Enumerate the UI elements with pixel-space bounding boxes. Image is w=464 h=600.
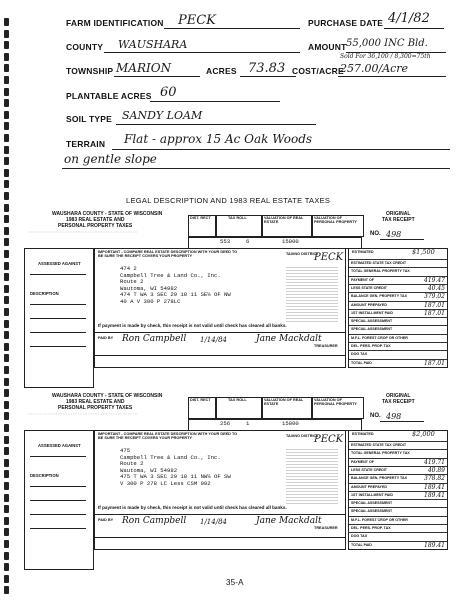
taxing-handwritten: PECK	[314, 252, 344, 263]
plantable-value: 60	[160, 85, 177, 100]
assessed-line-3	[30, 318, 86, 319]
punch-hole	[4, 88, 9, 96]
district-no: 256	[220, 420, 231, 427]
punch-hole	[4, 111, 9, 119]
punch-hole	[4, 146, 9, 154]
punch-hole	[4, 250, 9, 258]
township-line	[114, 76, 200, 77]
amount-row	[349, 359, 447, 369]
address-line: Wautoma, WI 54982	[120, 284, 178, 292]
soil-value: SANDY LOAM	[122, 109, 203, 122]
amount-label: TOTAL GENERAL PROPERTY TAX	[351, 269, 410, 274]
farm-id-value: PECK	[178, 13, 216, 28]
punch-hole	[4, 517, 9, 525]
district-col-label: DIST. RECT	[190, 398, 211, 402]
fine-print: : : : : : : : : : : : : : : : : : : : : : : : : : : : : : : : : : : : : : : : : : : : : : : : : : : : : : : : : : : : : : : : : : :	[28, 230, 138, 234]
amounts-column	[348, 430, 448, 550]
assessed-line-1	[30, 456, 86, 457]
treasurer-signature: Jane Mackdalt	[256, 334, 322, 344]
payment-note: If payment is made by check, this receipt is not valid until check has cleared all banks.	[98, 505, 287, 510]
date-paid: 1/14/84	[200, 336, 227, 344]
heading-line-2: 1983 REAL ESTATE AND	[66, 399, 125, 405]
township-value: MARION	[116, 61, 172, 75]
acres-line	[240, 76, 296, 77]
amount-label: ESTIMATED STATE TAX CREDIT	[351, 443, 407, 447]
punch-hole	[4, 227, 9, 235]
paid-stamp	[286, 266, 338, 322]
punch-hole	[4, 215, 9, 223]
assessed-line-5	[30, 528, 86, 529]
assessed-line-1	[30, 274, 86, 275]
amounts-column	[348, 248, 448, 368]
amount-value: 187.01	[424, 301, 445, 309]
purchase-date-value: 4/1/82	[388, 11, 430, 26]
receipt-no-line	[380, 239, 424, 240]
punch-hole	[4, 563, 9, 571]
important-note: IMPORTANT - COMPARE REAL ESTATE DESCRIPTION WITH YOUR DEED TO BE SURE THE RECEIPT COVERS YOUR PROPERTY	[98, 250, 238, 259]
amount-label: SPECIAL ASSESSMENT	[351, 509, 393, 514]
heading-line-3: PERSONAL PROPERTY TAXES	[58, 223, 133, 229]
punch-hole	[4, 586, 9, 594]
roll-col-label: TAX ROLL	[228, 216, 247, 220]
receipt-no: 498	[386, 230, 402, 239]
punch-hole	[4, 447, 9, 455]
address-line: Campbell Tree & Land Co., Inc.	[120, 453, 221, 461]
amount-value: 378.82	[424, 475, 445, 483]
purchase-date-label: PURCHASE DATE	[308, 18, 384, 28]
paid-by-signature: Ron Campbell	[122, 516, 187, 526]
address-line: Wautoma, WI 54982	[120, 466, 178, 474]
amount-label: DOG TAX	[351, 352, 368, 357]
amount-value: 40.45	[427, 284, 445, 292]
paid-stamp	[286, 448, 338, 504]
treasurer-signature: Jane Mackdalt	[256, 516, 322, 526]
district-no: 553	[220, 238, 231, 245]
estimated-label: ESTIMATED	[352, 432, 374, 436]
plantable-line	[150, 101, 280, 102]
punch-hole	[4, 378, 9, 386]
valuation-re-value: 15800	[282, 420, 299, 427]
valuation-pp-label: VALUATION OF PERSONAL PROPERTY	[314, 398, 357, 407]
punch-hole	[4, 366, 9, 374]
address-line: 475 T WA 3 SEC 29 18 11 NW¼ OF SW	[120, 473, 231, 481]
amount-value: 40.89	[427, 466, 445, 474]
amount-label: DEL. PERS. PROP. TAX	[351, 344, 391, 348]
paid-by-label: PAID BY	[98, 518, 114, 522]
punch-hole	[4, 76, 9, 84]
county-label: COUNTY	[66, 42, 104, 52]
cost-acre-label: COST/ACRE	[292, 66, 344, 76]
original-label: ORIGINAL	[386, 211, 411, 217]
estimated-value: $2,000	[412, 430, 435, 438]
punch-hole	[4, 99, 9, 107]
paid-by-label: PAID BY	[98, 336, 114, 340]
page-number: 35-A	[226, 578, 244, 587]
farm-id-line	[164, 28, 300, 29]
amount-value: 189.41	[424, 491, 445, 499]
punch-hole	[4, 505, 9, 513]
amount-row	[349, 541, 447, 551]
amount-label: BALANCE GEN. PROPERTY TAX	[351, 476, 407, 481]
amount-value: 379.02	[424, 293, 445, 301]
punch-hole	[4, 296, 9, 304]
terrain-line-2	[62, 168, 450, 169]
paid-by-signature: Ron Campbell	[122, 334, 187, 344]
amount-label: AMOUNT PREPAYED	[351, 302, 387, 307]
punch-hole	[4, 540, 9, 548]
assessed-line-4	[30, 514, 86, 515]
roll-col-label: TAX ROLL	[228, 398, 247, 402]
county-heading: WAUSHARA COUNTY - STATE OF WISCONSIN	[52, 393, 163, 399]
terrain-label: TERRAIN	[66, 139, 106, 149]
amount-label: 1ST INSTALLMENT PAID	[351, 492, 393, 497]
district-col-label: DIST. RECT	[190, 216, 211, 220]
amount-label: PAYMENT OF	[351, 459, 374, 464]
roll-no: 1	[246, 420, 250, 427]
tax-receipt-label: TAX RECEIPT	[382, 217, 415, 223]
punch-hole	[4, 424, 9, 432]
heading-line-2: 1983 REAL ESTATE AND	[66, 217, 125, 223]
address-line: Campbell Tree & Land Co., Inc.	[120, 271, 221, 279]
address-line: 40 A V 300 P 278LC	[120, 297, 181, 305]
amount-label: AMOUNT	[308, 42, 347, 52]
cost-acre-line	[338, 76, 446, 77]
assessed-label: ASSESSED AGAINST	[38, 261, 81, 266]
amount-value: 187.01	[424, 359, 445, 367]
amount-value: 187.01	[424, 309, 445, 317]
terrain-value-2: on gentle slope	[64, 152, 157, 166]
address-line: Route 2	[120, 278, 144, 286]
receipt-no-label: NO.	[370, 413, 381, 419]
address-block	[120, 266, 231, 306]
terrain-line	[112, 149, 450, 150]
fine-print: : : : : : : : : : : : : : : : : : : : : : : : : : : : : : : : : : : : : : : : : : : : : : : : : : : : : : : : : : : : : : : : : : :	[28, 412, 138, 416]
punch-hole	[4, 18, 9, 26]
amount-note: Sold For 36,100 / 8,300=75th	[340, 53, 431, 60]
punch-hole	[4, 459, 9, 467]
punch-hole	[4, 343, 9, 351]
punch-hole	[4, 169, 9, 177]
purchase-date-line	[384, 28, 444, 29]
amount-label: LESS STATE CREDIT	[351, 285, 388, 290]
estimated-label: ESTIMATED	[352, 250, 374, 254]
punch-hole	[4, 575, 9, 583]
amount-label: SPECIAL ASSESSMENT	[351, 327, 393, 332]
punch-hole	[4, 320, 9, 328]
amount-label: DOG TAX	[351, 534, 368, 539]
punch-hole	[4, 53, 9, 61]
punch-hole	[4, 401, 9, 409]
assessed-line-2	[30, 304, 86, 305]
county-heading: WAUSHARA COUNTY - STATE OF WISCONSIN	[52, 211, 163, 217]
punch-hole	[4, 238, 9, 246]
punch-hole	[4, 122, 9, 130]
punch-hole	[4, 482, 9, 490]
county-line	[104, 52, 300, 53]
punch-hole	[4, 180, 9, 188]
address-block	[120, 448, 231, 488]
punch-hole	[4, 204, 9, 212]
valuation-pp-label: VALUATION OF PERSONAL PROPERTY	[314, 216, 357, 225]
amount-value: 55,000 INC Bld.	[346, 38, 428, 49]
tax-receipt	[24, 394, 448, 572]
farm-id-label: FARM IDENTIFICATION	[66, 18, 164, 28]
amount-label: BALANCE GEN. PROPERTY TAX	[351, 294, 407, 299]
receipt-no-line	[380, 421, 424, 422]
address-line: 474 T WA 3 SEC 29 18 11 SE¼ OF NW	[120, 291, 231, 299]
roll-no: 6	[246, 238, 250, 245]
amount-label: TOTAL PAID	[351, 360, 372, 365]
description-label: DESCRIPTION	[30, 473, 59, 478]
treasurer-label: TREASURER	[314, 344, 338, 348]
address-line: 475	[120, 447, 131, 454]
amount-label: ESTIMATED STATE TAX CREDIT	[351, 261, 407, 265]
taxing-district-label: TAXING DISTRICT	[286, 252, 319, 256]
amount-label: M.F.L. FOREST CROP OR OTHER	[351, 335, 408, 340]
amount-label: SPECIAL ASSESSMENT	[351, 319, 393, 324]
assessed-line-2	[30, 486, 86, 487]
payment-note: If payment is made by check, this receipt is not valid until check has cleared all banks.	[98, 323, 287, 328]
assessed-line-3	[30, 500, 86, 501]
taxing-district-label: TAXING DISTRICT	[286, 434, 319, 438]
tax-receipt	[24, 212, 448, 390]
punch-hole	[4, 64, 9, 72]
punch-hole	[4, 41, 9, 49]
amount-label: SPECIAL ASSESSMENT	[351, 501, 393, 506]
address-line: Route 2	[120, 460, 144, 468]
punch-hole	[4, 308, 9, 316]
punch-hole	[4, 412, 9, 420]
amount-label: TOTAL GENERAL PROPERTY TAX	[351, 451, 410, 456]
address-line: 474 2	[120, 265, 137, 272]
punch-hole	[4, 494, 9, 502]
amount-label: TOTAL PAID	[351, 542, 372, 547]
date-paid: 1/14/84	[200, 518, 227, 526]
assessed-label: ASSESSED AGAINST	[38, 443, 81, 448]
acres-label: ACRES	[206, 66, 237, 76]
punch-hole	[4, 134, 9, 142]
receipt-no-label: NO.	[370, 231, 381, 237]
county-value: WAUSHARA	[118, 38, 188, 51]
amount-value: 419.71	[424, 458, 445, 466]
taxing-handwritten: PECK	[314, 434, 344, 445]
soil-label: SOIL TYPE	[66, 114, 113, 124]
plantable-label: PLANTABLE ACRES	[66, 91, 152, 101]
punch-hole	[4, 285, 9, 293]
heading-line-3: PERSONAL PROPERTY TAXES	[58, 405, 133, 411]
punch-hole	[4, 273, 9, 281]
treasurer-label: TREASURER	[314, 526, 338, 530]
amount-value: 419.47	[424, 276, 445, 284]
terrain-value: Flat - approx 15 Ac Oak Woods	[124, 132, 313, 146]
valuation-re-label: VALUATION OF REAL ESTATE	[264, 398, 304, 407]
valuation-re-label: VALUATION OF REAL ESTATE	[264, 216, 304, 225]
amount-label: DEL. PERS. PROP. TAX	[351, 526, 391, 530]
punch-hole	[4, 470, 9, 478]
important-note: IMPORTANT - COMPARE REAL ESTATE DESCRIPTION WITH YOUR DEED TO BE SURE THE RECEIPT COVERS YOUR PROPERTY	[98, 432, 238, 441]
punch-hole	[4, 30, 9, 38]
punch-hole	[4, 552, 9, 560]
amount-label: 1ST INSTALLMENT PAID	[351, 310, 393, 315]
cost-acre-value: 257.00/Acre	[340, 62, 409, 75]
punch-hole	[4, 262, 9, 270]
punch-hole	[4, 331, 9, 339]
punch-hole	[4, 389, 9, 397]
punch-hole	[4, 157, 9, 165]
amount-label: LESS STATE CREDIT	[351, 467, 388, 472]
amount-value: 189.41	[424, 483, 445, 491]
punch-hole	[4, 436, 9, 444]
assessed-line-5	[30, 346, 86, 347]
punch-hole	[4, 192, 9, 200]
township-label: TOWNSHIP	[66, 66, 114, 76]
address-line: V 300 P 278 LC Less CSM 992	[120, 479, 211, 487]
punch-hole	[4, 354, 9, 362]
description-label: DESCRIPTION	[30, 291, 59, 296]
amount-label: AMOUNT PREPAYED	[351, 484, 387, 489]
amount-label: M.F.L. FOREST CROP OR OTHER	[351, 517, 408, 522]
section-title: LEGAL DESCRIPTION AND 1983 REAL ESTATE TAXES	[126, 196, 331, 205]
acres-value: 73.83	[248, 61, 286, 76]
valuation-re-value: 15800	[282, 238, 299, 245]
amount-value: 189.41	[424, 541, 445, 549]
original-label: ORIGINAL	[386, 393, 411, 399]
tax-receipt-label: TAX RECEIPT	[382, 399, 415, 405]
receipt-no: 498	[386, 412, 402, 421]
amount-label: PAYMENT OF	[351, 277, 374, 282]
estimated-value: $1,500	[412, 248, 435, 256]
soil-line	[116, 124, 316, 125]
punch-hole	[4, 528, 9, 536]
assessed-line-4	[30, 332, 86, 333]
